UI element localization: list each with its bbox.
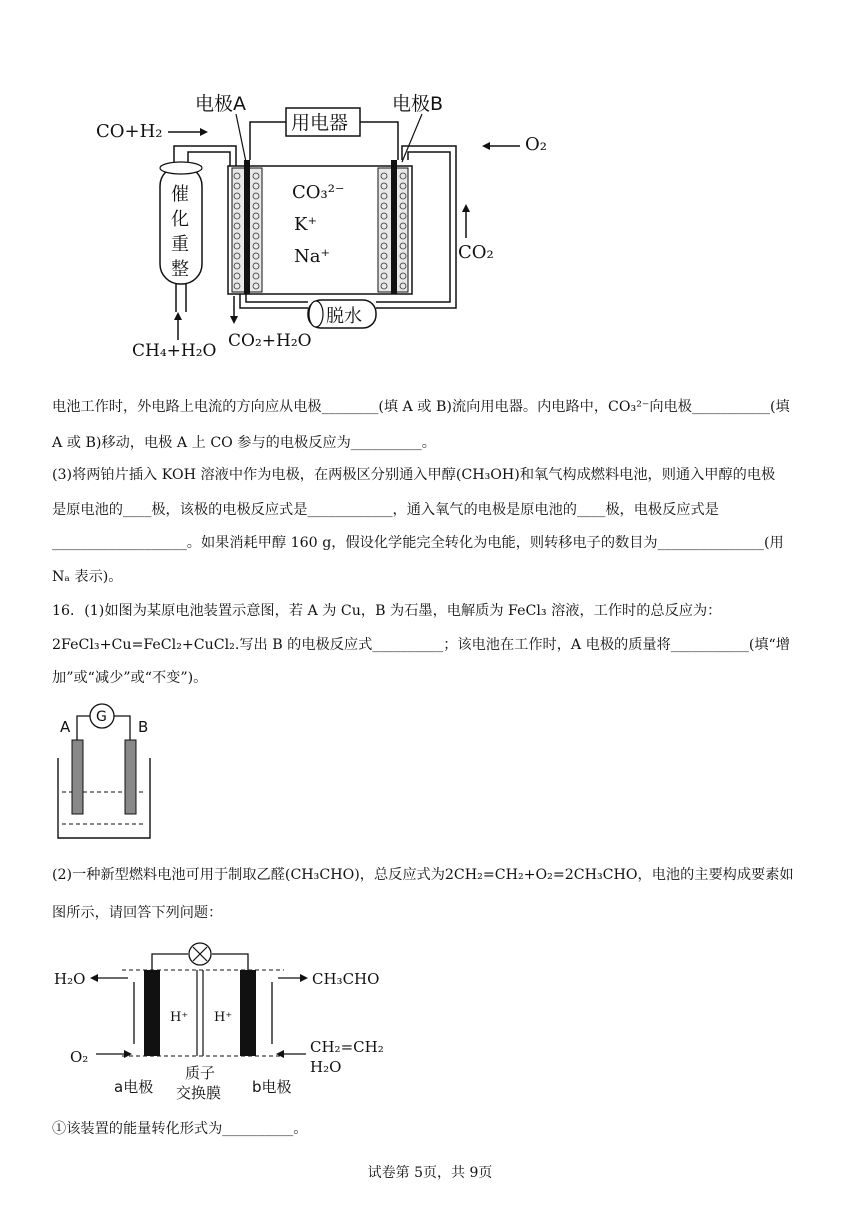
ch4-h2o-label: CH₄+H₂O — [132, 341, 217, 361]
reformer-char-3: 重 — [171, 234, 189, 255]
q15-line-5: ___________________。如果消耗甲醇 160 g，假设化学能完全转化为电能，则转移电子的数目为_______________(用 — [52, 535, 784, 551]
electrode-b-label: 电极B — [392, 93, 444, 115]
q15-line-2: A 或 B)移动，电极 A 上 CO 参与的电极反应为__________。 — [52, 435, 436, 451]
dehydrate-label: 脱水 — [326, 306, 362, 327]
b-electrode-label: b电极 — [252, 1078, 292, 1096]
q15-line-1: 电池工作时，外电路上电流的方向应从电极________(填 A 或 B)流向用电器。内电路中，CO₃²⁻向电极___________(填 — [52, 399, 790, 415]
reformer-char-4: 整 — [171, 259, 189, 280]
galvanometer-label: G — [96, 709, 107, 725]
membrane-label-2: 交换膜 — [176, 1084, 222, 1102]
o2-label: O₂ — [525, 134, 547, 155]
co2-label: CO₂ — [458, 242, 494, 263]
reformer-char-1: 催 — [171, 184, 189, 205]
q16-line-1: 16．(1)如图为某原电池装置示意图，若 A 为 Cu，B 为石墨，电解质为 FeCl₃ 溶液，工作时的总反应为： — [52, 603, 722, 619]
co2-h2o-out-label: CO₂+H₂O — [228, 331, 312, 351]
co-h2-label: CO+H₂ — [96, 121, 163, 142]
q16-line-5: 图所示，请回答下列问题： — [52, 905, 223, 921]
galvanic-cell-diagram — [52, 700, 172, 840]
q15-line-4: 是原电池的____极，该极的电极反应式是____________，通入氧气的电极是原电池的____极，电极反应式是 — [52, 502, 719, 518]
membrane-label-1: 质子 — [185, 1064, 216, 1082]
ch3cho-label: CH₃CHO — [312, 970, 380, 988]
pem-fuel-cell-diagram — [52, 930, 392, 1110]
device-label: 用电器 — [291, 112, 349, 134]
reformer-char-2: 化 — [171, 209, 189, 230]
q16-line-3: 加”或“减少”或“不变”)。 — [52, 670, 208, 686]
h-plus-right: H⁺ — [214, 1010, 233, 1025]
q16-line-2: 2FeCl₃+Cu=FeCl₂+CuCl₂.写出 B 的电极反应式__________；该电池在工作时，A 电极的质量将___________(填“增 — [52, 637, 790, 653]
q15-line-3: (3)将两铂片插入 KOH 溶液中作为电极，在两极区分别通入甲醇(CH₃OH)和氧气构成燃料电池，则通入甲醇的电极 — [52, 467, 776, 483]
ch2ch2-label: CH₂=CH₂ — [310, 1038, 384, 1056]
fig-b-label: B — [138, 718, 149, 736]
h2o-in-label: H₂O — [310, 1058, 342, 1076]
h-plus-left: H⁺ — [170, 1010, 189, 1025]
a-electrode-label: a电极 — [114, 1078, 154, 1096]
fuel-cell-diagram — [90, 88, 570, 368]
electrode-a-label: 电极A — [195, 93, 246, 115]
h2o-out-label: H₂O — [54, 970, 86, 988]
o2-in-label: O₂ — [70, 1048, 89, 1066]
q16-line-6: ①该装置的能量转化形式为__________。 — [52, 1121, 308, 1137]
q15-line-6: Nₐ 表示)。 — [52, 569, 123, 585]
page-footer: 试卷第 5页，共 9页 — [367, 1165, 493, 1181]
ion-potassium: K⁺ — [294, 214, 317, 235]
ion-sodium: Na⁺ — [294, 246, 330, 267]
ion-carbonate: CO₃²⁻ — [292, 182, 345, 203]
fig-a-label: A — [60, 718, 71, 736]
q16-line-4: (2)一种新型燃料电池可用于制取乙醛(CH₃CHO)，总反应式为2CH₂=CH₂+O₂=2CH₃CHO，电池的主要构成要素如 — [52, 867, 794, 883]
